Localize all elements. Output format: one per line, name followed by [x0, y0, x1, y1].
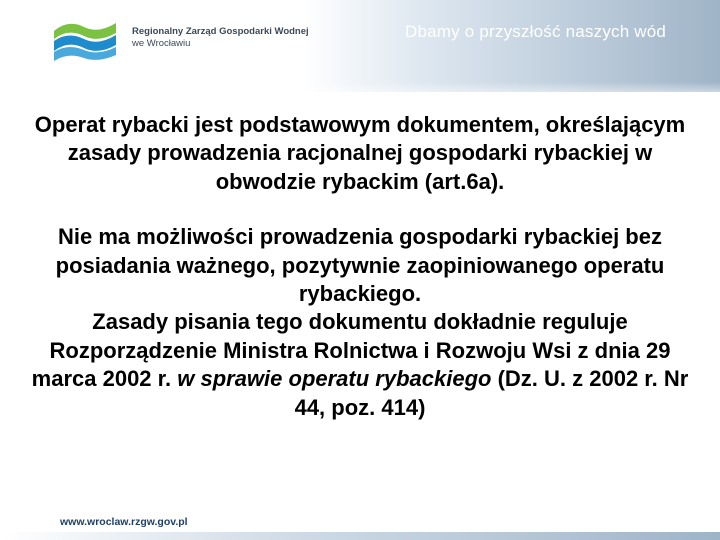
regulation-title: w sprawie operatu rybackiego: [177, 366, 492, 392]
tagline: Dbamy o przyszłość naszych wód: [405, 22, 667, 41]
org-name-line1: Regionalny Zarząd Gospodarki Wodnej: [132, 26, 309, 37]
slide-content: [30, 111, 690, 422]
header-fade: [0, 82, 720, 104]
paragraph-operat-definition: Operat rybacki jest podstawowym dokumentem, określającym zasady prowadzenia racjonalnej gospodarki rybackiej w obwodzie rybackim (art.6a).: [34, 112, 686, 194]
org-name-line2: we Wrocławiu: [132, 38, 191, 49]
org-name: [132, 26, 392, 50]
regulation-citation: (Dz. U. z 2002 r. Nr 44, poz. 414): [294, 366, 689, 420]
footer-url-link[interactable]: www.wroclaw.rzgw.gov.pl: [60, 516, 188, 528]
paragraph-regulation: [30, 308, 690, 422]
paragraph-requirement: Nie ma możliwości prowadzenia gospodarki rybackiej bez posiadania ważnego, pozytywnie zaopiniowanego operatu rybackiego.: [55, 224, 665, 307]
regulation-text: Zasady pisania tego dokumentu dokładnie reguluje Rozporządzenie Ministra Rolnictwa i Rozwoju Wsi z dnia 29 marca 2002 r.: [31, 309, 671, 392]
rzgw-logo-icon: [50, 15, 122, 63]
footer-bar: [0, 532, 720, 540]
